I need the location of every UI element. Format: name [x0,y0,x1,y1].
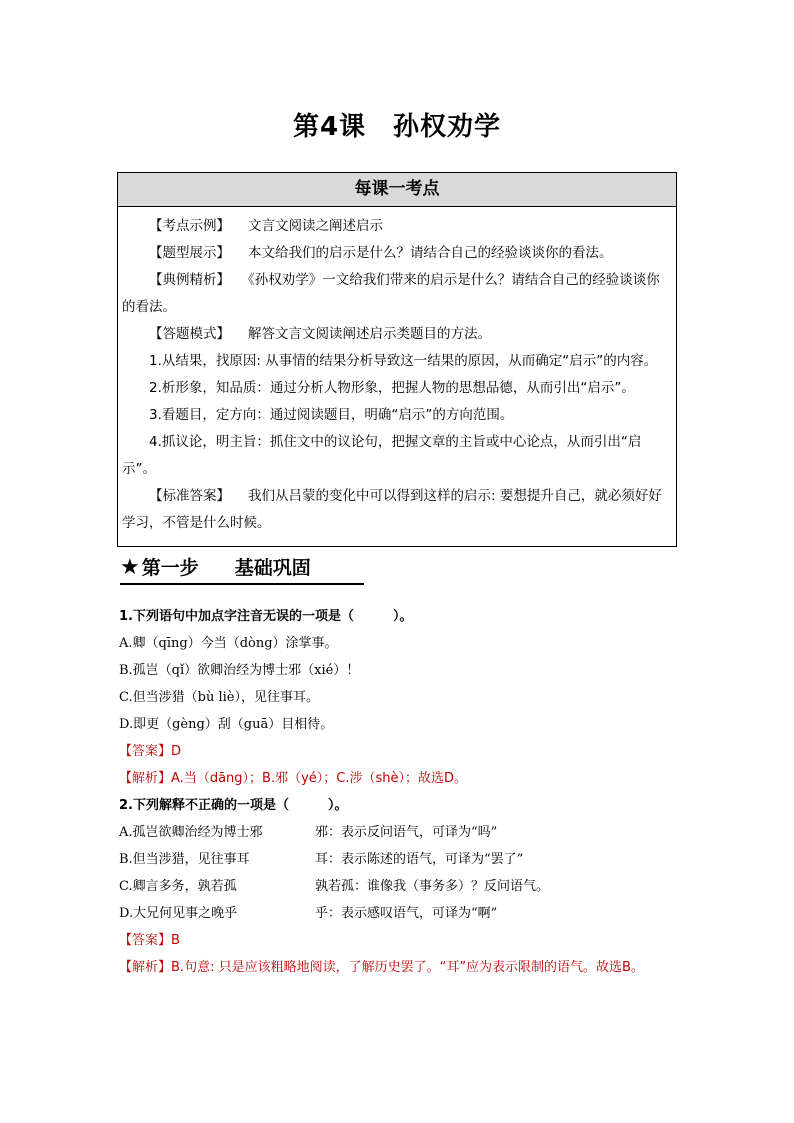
star-icon: ★ [120,555,140,580]
option [119,846,679,873]
box-line [122,321,672,348]
line-text: 《孙权劝学》一文给我们带来的启示是什么？请结合自己的经验谈谈你的看法。 [122,272,660,315]
lesson-title: 第4课 孙权劝学 [292,112,502,142]
exam-point-box [117,172,677,547]
option-explanation: 邪：表示反问语气，可译为“吗” [315,825,498,840]
option: D.即更（gèng）刮（guā）目相待。 [119,717,334,732]
line-text: 文言文阅读之阐述启示 [248,218,383,234]
option-explanation: 耳：表示陈述的语气，可译为“罢了” [315,852,524,867]
box-line [122,240,672,267]
section-heading [120,553,364,585]
option-sentence: D.大兄何见事之晚乎 [119,906,238,921]
answer-tag: 【标准答案】 [149,488,230,504]
analysis-row [119,765,679,792]
analysis-label: 【解析】 [119,960,172,975]
method-line: 3.看题目，定方向：通过阅读题目，明确“启示”的方向范围。 [149,407,514,423]
option [119,819,679,846]
option: C.但当涉猎（bù liè），见往事耳。 [119,690,319,705]
analysis-row [119,954,679,981]
answer-label: 【答案】 [119,744,172,759]
analysis-label: 【解析】 [119,771,172,786]
analysis-text: A.当（dāng）；B.邪（yé）；C.涉（shè）；故选D。 [171,771,467,786]
step-name: 基础巩固 [234,557,311,579]
line-tag: 【答题模式】 [149,326,230,342]
box-body [118,207,676,537]
standard-answer [122,483,672,537]
answer-value: D [171,744,182,759]
option-explanation: 乎：表示感叹语气，可译为“啊” [315,906,498,921]
box-header: 每课一考点 [118,173,676,207]
option: B.孤岂（qǐ）欲卿治经为博士邪（xié）！ [119,663,360,678]
option [119,873,679,900]
answer-text: 我们从吕蒙的变化中可以得到这样的启示: 要想提升自己，就必须好好学习，不管是什么时候。 [122,488,662,531]
answer-label: 【答案】 [119,933,172,948]
method-line: 1.从结果，找原因: 从事情的结果分析导致这一结果的原因，从而确定“启示”的内容。 [149,353,658,369]
method-line: 2.析形象，知品质：通过分析人物形象，把握人物的思想品德，从而引出“启示”。 [149,380,635,396]
line-tag: 【典例精析】 [149,272,230,288]
step-label: 第一步 [141,557,199,579]
question-2: 2.下列解释不正确的一项是（ ）。 [119,798,348,813]
option-sentence: A.孤岂欲卿治经为博士邪 [119,825,263,840]
answer-row [119,927,679,954]
line-text: 本文给我们的启示是什么？请结合自己的经验谈谈你的看法。 [248,245,613,261]
analysis-text: B.句意: 只是应该粗略地阅读，了解历史罢了。“耳”应为表示限制的语气。故选B。 [171,960,644,975]
line-text: 解答文言文阅读阐述启示类题目的方法。 [248,326,491,342]
option-sentence: C.卿言多务，孰若孤 [119,879,237,894]
line-tag: 【题型展示】 [149,245,230,261]
option: A.卿（qīng）今当（dòng）涂掌事。 [119,636,338,651]
answer-row [119,738,679,765]
question-1: 1.下列语句中加点字注音无误的一项是（ ）。 [119,609,413,624]
box-line [122,267,672,321]
method-line: 4.抓议论，明主旨：抓住文中的议论句，把握文章的主旨或中心论点，从而引出“启示”。 [122,434,642,477]
questions [119,603,679,981]
answer-value: B [171,933,180,948]
option-explanation: 孰若孤：谁像我（事务多）？反问语气。 [315,879,550,894]
box-line [122,213,672,240]
option-sentence: B.但当涉猎，见往事耳 [119,852,250,867]
line-tag: 【考点示例】 [149,218,230,234]
option [119,900,679,927]
